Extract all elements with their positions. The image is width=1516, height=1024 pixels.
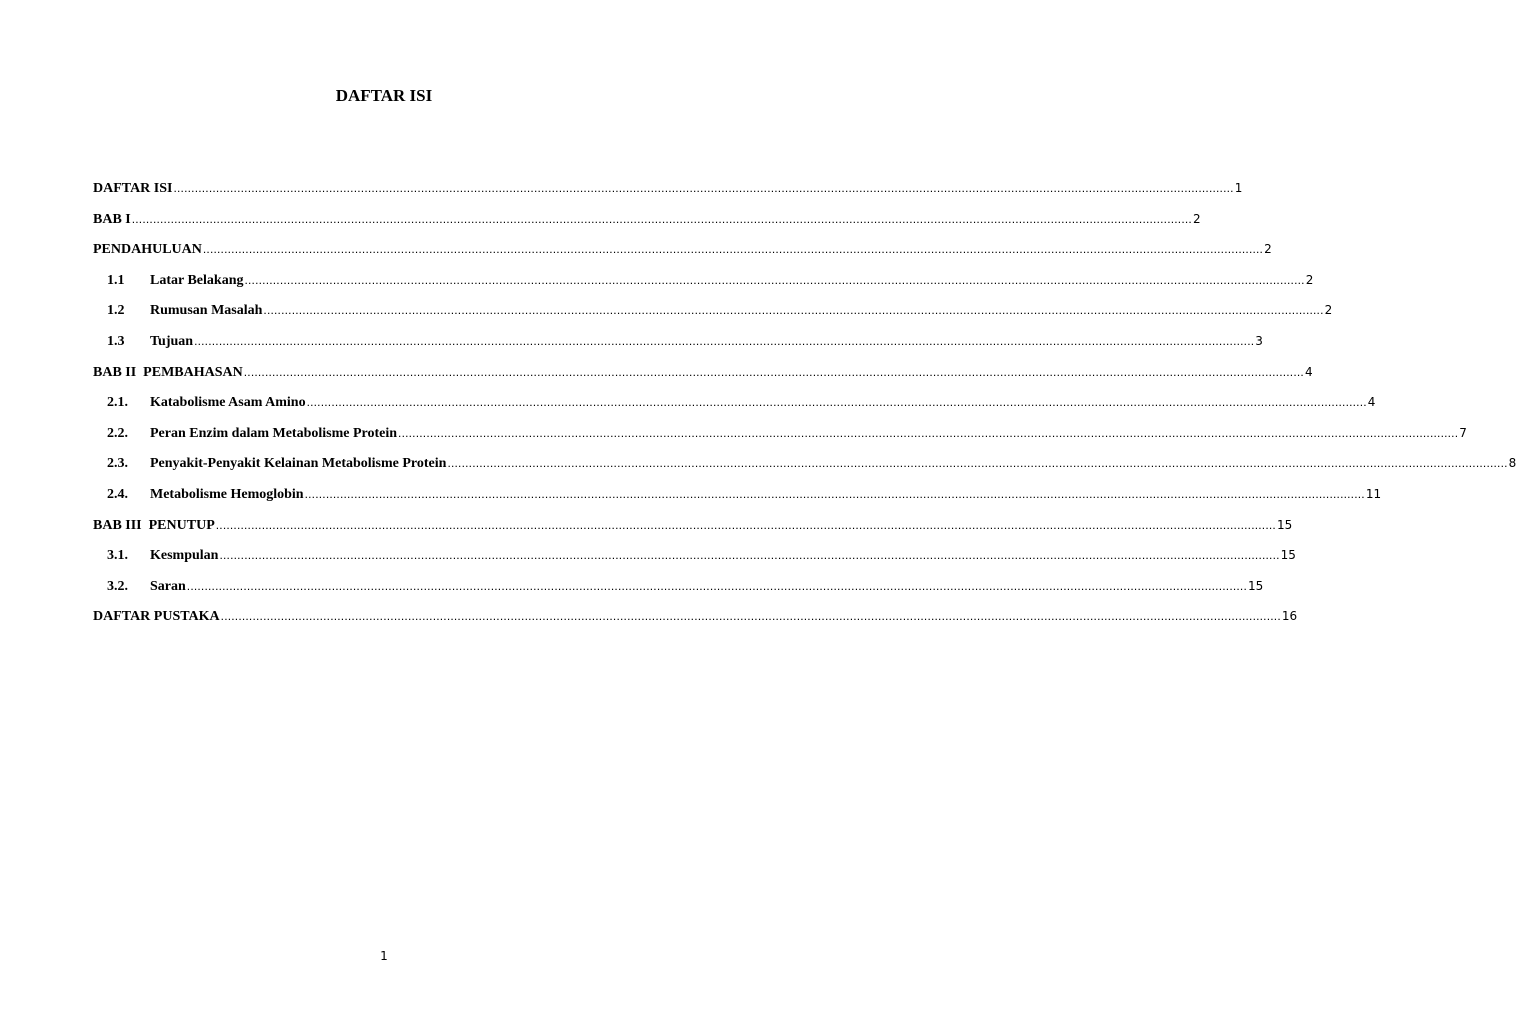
toc-leader-dots: ............................................................................................................................................................................................................................................................................................................: [194, 333, 1255, 348]
table-of-contents: [93, 181, 1516, 640]
footer-page-number: 1: [380, 949, 388, 963]
toc-entry-page: 16: [1281, 609, 1298, 624]
toc-entry-number: 2.1.: [107, 395, 128, 411]
toc-entry-number: 1.3: [107, 333, 125, 349]
toc-entry-page: 8: [1508, 456, 1516, 471]
toc-subentry[interactable]: [93, 578, 1264, 610]
toc-entry[interactable]: [93, 517, 1293, 549]
toc-entry-label: Katabolisme Asam Amino: [150, 395, 306, 411]
toc-entry-number: 2.3.: [107, 456, 128, 472]
toc-entry[interactable]: [93, 242, 1272, 273]
toc-entry-label: Tujuan: [150, 333, 194, 349]
page-title: DAFTAR ISI: [335, 86, 433, 105]
toc-leader-dots: ............................................................................................................................................................................................................................................................................................................: [131, 211, 1192, 226]
toc-entry-label: BAB I: [93, 211, 131, 227]
toc-entry-page: 15: [1276, 517, 1293, 532]
toc-entry-page: 7: [1459, 425, 1467, 440]
toc-entry-label: Kesmpulan: [150, 548, 219, 564]
toc-entry[interactable]: [93, 364, 1313, 396]
toc-leader-dots: ............................................................................................................................................................................................................................................................................................................: [186, 578, 1247, 593]
toc-leader-dots: ............................................................................................................................................................................................................................................................................................................: [173, 181, 1234, 195]
toc-entry-number: 3.2.: [107, 578, 128, 594]
toc-leader-dots: ............................................................................................................................................................................................................................................................................................................: [263, 303, 1324, 318]
toc-entry-page: 1: [1234, 181, 1243, 195]
toc-entry-page: 15: [1248, 578, 1264, 593]
toc-subentry[interactable]: [93, 486, 1382, 518]
toc-entry-page: 2: [1264, 242, 1272, 257]
toc-entry-number: 2.4.: [107, 486, 128, 502]
toc-entry-number: 2.2.: [107, 425, 128, 441]
toc-subentry[interactable]: [93, 272, 1314, 304]
toc-entry-label: Latar Belakang: [150, 272, 244, 288]
toc-leader-dots: ............................................................................................................................................................................................................................................................................................................: [398, 425, 1459, 440]
toc-entry-label: Metabolisme Hemoglobin: [150, 486, 304, 502]
toc-entry-label: DAFTAR ISI: [93, 181, 173, 196]
toc-entry-page: 11: [1365, 486, 1382, 501]
toc-entry-number: 1.1: [107, 272, 125, 288]
toc-leader-dots: ............................................................................................................................................................................................................................................................................................................: [215, 517, 1276, 532]
toc-leader-dots: ............................................................................................................................................................................................................................................................................................................: [219, 548, 1280, 563]
toc-entry-page: 3: [1255, 333, 1263, 348]
toc-entry-label: DAFTAR PUSTAKA: [93, 609, 220, 625]
toc-leader-dots: ............................................................................................................................................................................................................................................................................................................: [243, 364, 1304, 379]
toc-entry-number: 1.2: [107, 303, 125, 319]
toc-leader-dots: ............................................................................................................................................................................................................................................................................................................: [304, 486, 1365, 501]
toc-entry-label: Rumusan Masalah: [150, 303, 263, 319]
toc-entry-label: PENDAHULUAN: [93, 242, 202, 258]
toc-entry[interactable]: [93, 211, 1201, 243]
toc-entry-label: Saran: [150, 578, 186, 594]
toc-leader-dots: ............................................................................................................................................................................................................................................................................................................: [447, 456, 1508, 471]
toc-entry-label: Peran Enzim dalam Metabolisme Protein: [150, 425, 398, 441]
toc-entry-page: 2: [1324, 303, 1333, 318]
toc-subentry[interactable]: [93, 548, 1296, 579]
toc-subentry[interactable]: [93, 456, 1516, 487]
toc-entry[interactable]: [93, 609, 1298, 640]
toc-entry-label: BAB III PENUTUP: [93, 517, 215, 533]
toc-entry-page: 2: [1192, 211, 1201, 226]
toc-subentry[interactable]: [93, 333, 1263, 365]
toc-entry-page: 2: [1305, 272, 1314, 287]
toc-entry-page: 4: [1367, 395, 1376, 410]
toc-entry-page: 4: [1304, 364, 1313, 379]
toc-leader-dots: ............................................................................................................................................................................................................................................................................................................: [220, 609, 1281, 624]
toc-entry-label: BAB II PEMBAHASAN: [93, 364, 243, 380]
toc-entry[interactable]: [93, 181, 1243, 212]
toc-entry-page: 15: [1280, 548, 1296, 563]
toc-leader-dots: ............................................................................................................................................................................................................................................................................................................: [306, 395, 1367, 410]
toc-leader-dots: ............................................................................................................................................................................................................................................................................................................: [244, 272, 1305, 287]
toc-subentry[interactable]: [93, 425, 1467, 457]
toc-entry-label: Penyakit-Penyakit Kelainan Metabolisme Protein: [150, 456, 447, 472]
toc-entry-number: 3.1.: [107, 548, 128, 564]
toc-subentry[interactable]: [93, 395, 1376, 426]
toc-subentry[interactable]: [93, 303, 1333, 334]
toc-leader-dots: ............................................................................................................................................................................................................................................................................................................: [202, 242, 1264, 257]
